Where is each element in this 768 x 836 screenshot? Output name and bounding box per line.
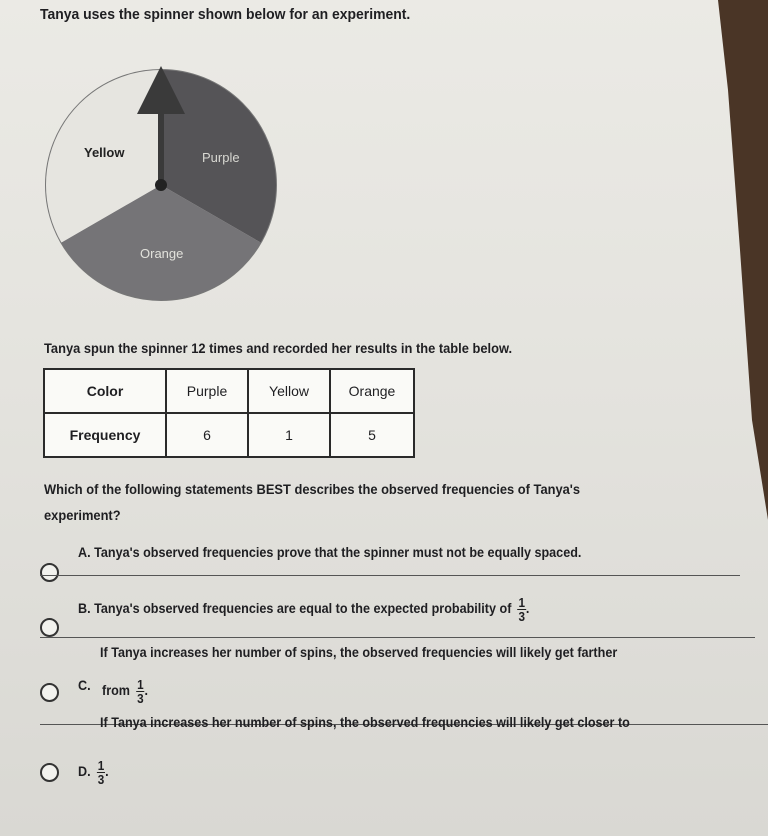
option-c-suffix: . [144, 682, 149, 699]
table-cell: Yellow [248, 369, 330, 413]
option-b-label: Tanya's observed frequencies are equal to the expected probability of [94, 600, 512, 617]
fraction-numerator: 1 [518, 595, 526, 610]
option-b-letter: B. [78, 600, 91, 617]
fraction-denominator: 3 [97, 772, 105, 787]
option-c-letter: C. [78, 677, 91, 693]
fraction-one-third [97, 759, 105, 786]
table-header-color: Color [44, 369, 166, 413]
table-intro: Tanya spun the spinner 12 times and recorded her results in the table below. [44, 340, 513, 356]
question-text: Which of the following statements BEST describes the observed frequencies of Tanya's experiment? [44, 481, 581, 523]
option-b-radio[interactable] [40, 618, 59, 637]
frequency-table [43, 368, 415, 458]
spinner-pivot [155, 179, 167, 191]
spinner-label-yellow: Yellow [84, 145, 125, 160]
option-c-line1: If Tanya increases her number of spins, the observed frequencies will likely get farther [100, 644, 618, 660]
option-d-radio[interactable] [40, 763, 59, 782]
spinner-label-orange: Orange [140, 246, 184, 261]
option-c-line2-text: from [102, 682, 131, 699]
problem-statement: Tanya uses the spinner shown below for an experiment. [40, 6, 411, 23]
option-c-radio[interactable] [40, 683, 59, 702]
option-a-letter: A. [78, 544, 91, 560]
option-d-suffix: . [105, 763, 109, 780]
table-cell: 1 [248, 413, 330, 457]
divider [40, 637, 755, 638]
divider [40, 575, 740, 576]
table-row [44, 413, 414, 457]
option-d-letter: D. [78, 763, 91, 780]
fraction-denominator: 3 [518, 609, 526, 624]
option-d-line1: If Tanya increases her number of spins, the observed frequencies will likely get closer to [100, 714, 630, 730]
option-a-radio[interactable] [40, 563, 59, 582]
fraction-numerator: 1 [97, 758, 105, 773]
spinner-label-purple: Purple [202, 150, 240, 165]
table-cell: 5 [330, 413, 414, 457]
option-a-text [78, 544, 581, 560]
option-a-label: Tanya's observed frequencies prove that the spinner must not be equally spaced. [94, 544, 582, 560]
table-header-frequency: Frequency [44, 413, 166, 457]
option-c-line2 [102, 678, 148, 705]
option-b-text [78, 596, 529, 623]
spinner-image [36, 60, 286, 310]
fraction-one-third [136, 678, 144, 705]
fraction-one-third [518, 596, 526, 623]
table-row [44, 369, 414, 413]
option-d-text [78, 759, 109, 786]
table-cell: Purple [166, 369, 248, 413]
option-b-suffix: . [525, 600, 530, 617]
fraction-numerator: 1 [137, 677, 144, 692]
fraction-denominator: 3 [137, 691, 144, 706]
table-cell: Orange [330, 369, 414, 413]
table-cell: 6 [166, 413, 248, 457]
